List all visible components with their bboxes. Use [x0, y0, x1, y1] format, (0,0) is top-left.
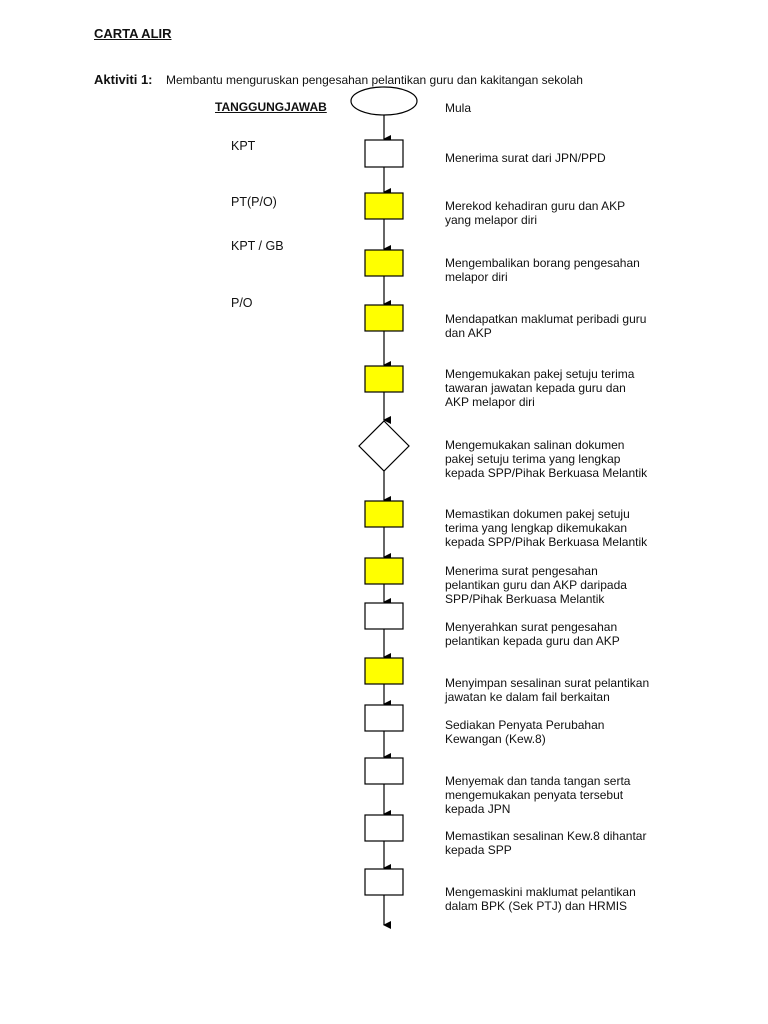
role-label-kpt-gb: KPT / GB — [231, 239, 284, 253]
step-text-15: Mengemaskini maklumat pelantikan dalam BPK (Sek PTJ) dan HRMIS — [445, 885, 636, 913]
step-text-5: Mendapatkan maklumat peribadi guru dan AKP — [445, 312, 647, 340]
responsibility-heading: TANGGUNGJAWAB — [215, 100, 327, 114]
process-box-3 — [365, 193, 403, 219]
process-box-8 — [365, 501, 403, 527]
step-text-10: Menyerahkan surat pengesahan pelantikan kepada guru dan AKP — [445, 620, 620, 648]
process-box-12 — [365, 705, 403, 731]
process-box-4 — [365, 250, 403, 276]
role-label-po: P/O — [231, 296, 253, 310]
activity-label: Aktiviti 1: — [94, 72, 153, 87]
step-text-1: Mula — [445, 101, 472, 115]
process-box-11 — [365, 658, 403, 684]
decision-diamond — [359, 421, 409, 471]
process-box-2 — [365, 140, 403, 167]
start-terminator — [351, 87, 417, 115]
step-text-6: Mengemukakan pakej setuju terima tawaran jawatan kepada guru dan AKP melapor diri — [445, 367, 635, 409]
process-box-13 — [365, 758, 403, 784]
step-text-7: Mengemukakan salinan dokumen pakej setuju terima yang lengkap kepada SPP/Pihak Berkuasa Melantik — [445, 438, 648, 480]
step-text-11: Menyimpan sesalinan surat pelantikan jawatan ke dalam fail berkaitan — [445, 676, 650, 704]
process-box-9 — [365, 558, 403, 584]
step-text-12: Sediakan Penyata Perubahan Kewangan (Kew.8) — [445, 718, 605, 746]
step-text-14: Memastikan sesalinan Kew.8 dihantar kepada SPP — [445, 829, 647, 857]
step-text-2: Menerima surat dari JPN/PPD — [445, 151, 606, 165]
step-text-3: Merekod kehadiran guru dan AKP yang melapor diri — [445, 199, 626, 227]
process-box-14 — [365, 815, 403, 841]
process-box-10 — [365, 603, 403, 629]
step-text-9: Menerima surat pengesahan pelantikan guru dan AKP daripada SPP/Pihak Berkuasa Melantik — [445, 564, 627, 606]
process-box-15 — [365, 869, 403, 895]
step-text-8: Memastikan dokumen pakej setuju terima yang lengkap dikemukakan kepada SPP/Pihak Berkuasa Melantik — [445, 507, 648, 549]
page-title: CARTA ALIR — [94, 26, 172, 41]
role-label-pt-po: PT(P/O) — [231, 195, 277, 209]
activity-description: Membantu menguruskan pengesahan pelantikan guru dan kakitangan sekolah — [166, 73, 583, 87]
step-text-4: Mengembalikan borang pengesahan melapor diri — [445, 256, 640, 284]
step-text-13: Menyemak dan tanda tangan serta mengemukakan penyata tersebut kepada JPN — [445, 774, 631, 816]
process-box-5 — [365, 305, 403, 331]
role-label-kpt: KPT — [231, 139, 256, 153]
process-box-6 — [365, 366, 403, 392]
